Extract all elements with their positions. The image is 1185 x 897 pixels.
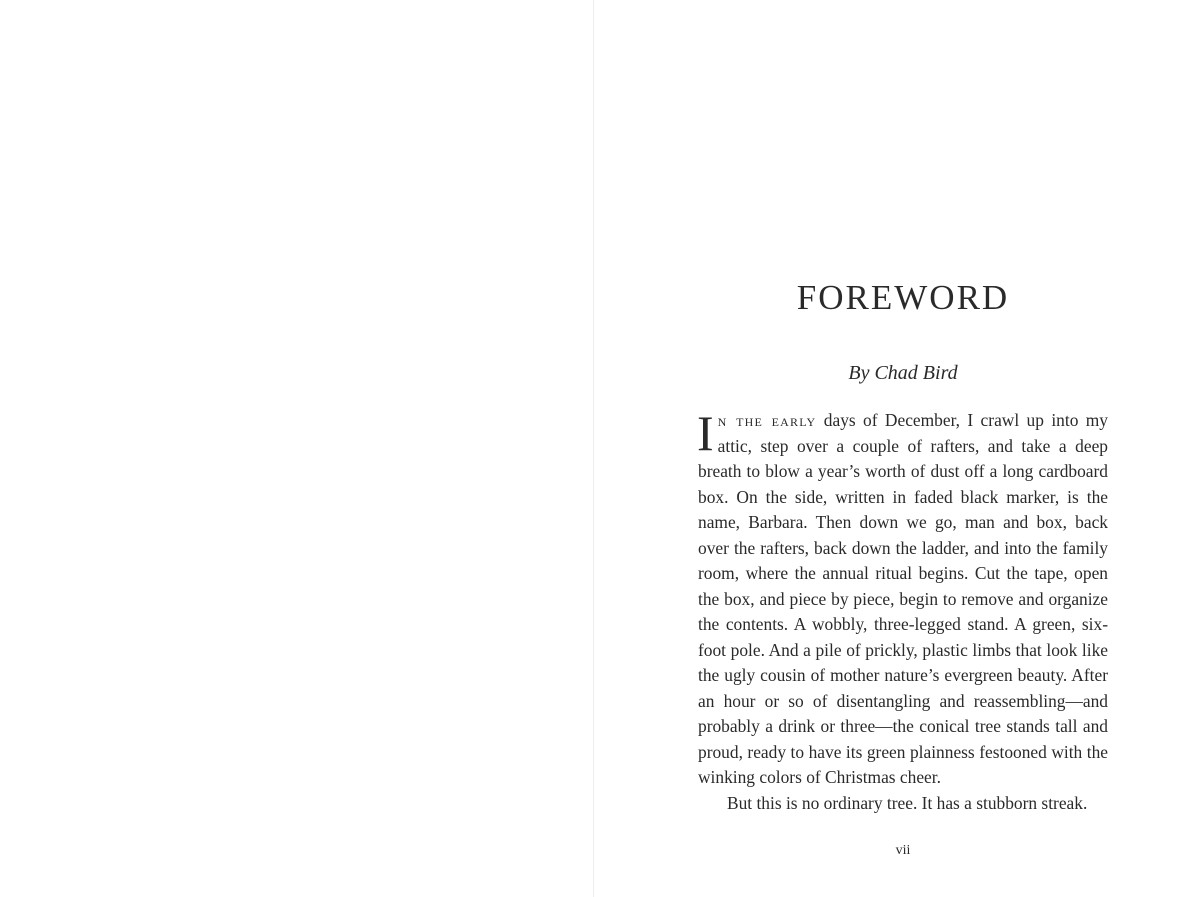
paragraph-2: But this is no ordinary tree. It has a stubborn streak. <box>727 792 1088 813</box>
chapter-title: FOREWORD <box>796 278 1010 317</box>
lead-in-small-caps: n the early <box>717 410 817 430</box>
author-byline: By Chad Bird <box>848 362 958 384</box>
drop-cap: I <box>697 405 714 461</box>
page-number: vii <box>895 843 911 858</box>
paragraph-1 <box>697 405 1108 791</box>
right-page <box>594 0 1185 897</box>
paragraph-1-text: days of December, I crawl up into my attic, step over a couple of rafters, and take a deep breath to blow a year’s worth of dust off a long cardboard box. On the side, written in faded black marker, is the name, Barbara. Then down we go, man and box, back over the rafters, back down the ladder, and into the family room, where the annual ritual begins. Cut the tape, open the box, and piece by piece, begin to remove and organize the contents. A wobbly, three-legged stand. A green, six-foot pole. And a pile of prickly, plastic limbs that look like the ugly cousin of mother nature’s evergreen beauty. After an hour or so of disentangling and reassembling—and probably a drink or three—the conical tree stands tall and proud, ready to have its green plainness festooned with the winking colors of Christmas cheer. <box>698 410 1108 787</box>
body-text <box>697 405 1108 816</box>
